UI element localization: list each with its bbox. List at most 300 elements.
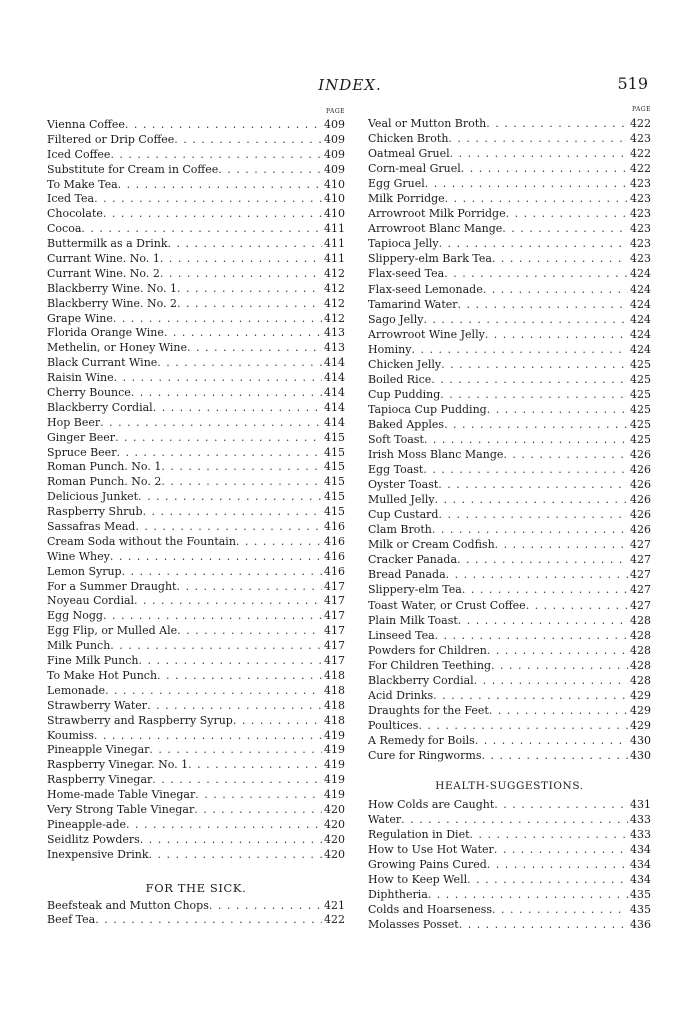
entry-page-number: 428 (630, 643, 651, 657)
dot-leader (177, 282, 322, 297)
running-header-title: INDEX. (318, 76, 382, 94)
dot-leader (502, 221, 628, 236)
index-column-left (47, 106, 345, 928)
entry-title: To Make Hot Punch (47, 668, 158, 682)
index-entry (368, 582, 651, 597)
entry-page-number: 428 (630, 673, 651, 687)
index-entry (368, 797, 651, 812)
entry-page-number: 424 (630, 282, 651, 296)
index-entry (368, 387, 651, 402)
entry-page-number: 425 (630, 372, 651, 386)
entry-page-number: 435 (630, 888, 651, 902)
entry-title: Oyster Toast (368, 478, 439, 492)
dot-leader (135, 520, 322, 535)
dot-leader (418, 718, 628, 733)
entry-page-number: 423 (630, 222, 651, 236)
entry-title: Colds and Hoarseness (368, 903, 492, 917)
index-entry (368, 567, 651, 582)
entry-page-number: 434 (630, 873, 651, 887)
dot-leader (149, 743, 322, 758)
index-entry (368, 116, 651, 131)
index-entry (368, 537, 651, 552)
entry-title: Methelin, or Honey Wine (47, 341, 188, 355)
index-entry (47, 714, 345, 729)
entry-title: Substitute for Cream in Coffee (47, 162, 219, 176)
dot-leader (233, 714, 322, 729)
entry-page-number: 414 (324, 371, 345, 385)
entry-title: Tapioca Cup Pudding (368, 402, 487, 416)
entry-page-number: 424 (630, 312, 651, 326)
entry-title: Slippery-elm Bark Tea (368, 252, 492, 266)
entry-title: How to Use Hot Water (368, 843, 494, 857)
index-entry (47, 788, 345, 803)
index-entry (47, 178, 345, 193)
entry-page-number: 427 (630, 538, 651, 552)
entry-title: Raspberry Shrub (47, 505, 143, 519)
entry-title: Delicious Junket (47, 490, 139, 504)
dot-leader (445, 191, 628, 206)
entry-title: Cup Pudding (368, 387, 441, 401)
entry-page-number: 419 (324, 773, 345, 787)
dot-leader (164, 326, 322, 341)
index-entry (47, 386, 345, 401)
entry-title: Soft Toast (368, 432, 424, 446)
entry-title: Growing Pains Cured (368, 858, 487, 872)
entry-title: Lemonade (47, 683, 106, 697)
dot-leader (105, 684, 322, 699)
entry-page-number: 409 (324, 118, 345, 131)
dot-leader (147, 699, 322, 714)
entry-title: Cream Soda without the Fountain (47, 534, 236, 548)
index-entry (368, 297, 651, 312)
entry-page-number: 423 (630, 207, 651, 221)
entry-page-number: 429 (630, 703, 651, 717)
entry-title: Cracker Panada (368, 553, 458, 567)
entry-page-number: 409 (324, 162, 345, 176)
entry-title: Lemon Syrup (47, 564, 122, 578)
index-entry (47, 743, 345, 758)
entry-page-number: 418 (324, 668, 345, 682)
entry-title: Cure for Ringworms (368, 748, 482, 762)
index-entry (47, 758, 345, 773)
entry-page-number: 410 (324, 192, 345, 206)
entry-page-number: 420 (324, 847, 345, 861)
entry-page-number: 416 (324, 549, 345, 563)
dot-leader (483, 282, 628, 297)
entry-page-number: 436 (630, 918, 651, 932)
dot-leader (188, 758, 322, 773)
dot-leader (495, 537, 628, 552)
entry-page-number: 412 (324, 311, 345, 325)
entry-title: Irish Moss Blanc Mange (368, 448, 504, 462)
dot-leader (485, 327, 628, 342)
index-entry (47, 356, 345, 371)
index-entry (368, 477, 651, 492)
index-entry (368, 673, 651, 688)
dot-leader (140, 833, 322, 848)
entry-page-number: 412 (324, 281, 345, 295)
dot-leader (209, 899, 322, 914)
index-entry (47, 341, 345, 356)
index-entry (368, 887, 651, 902)
entry-title: Buttermilk as a Drink (47, 237, 168, 251)
dot-leader (103, 207, 322, 222)
dot-leader (160, 252, 322, 267)
entry-title: How Colds are Caught (368, 798, 495, 812)
entry-title: Diphtheria (368, 888, 428, 902)
dot-leader (459, 917, 628, 932)
index-entry (368, 613, 651, 628)
dot-leader (236, 535, 322, 550)
entry-title: Draughts for the Feet (368, 703, 489, 717)
index-entry (47, 416, 345, 431)
entry-page-number: 414 (324, 356, 345, 370)
dot-leader (424, 432, 628, 447)
index-entry (47, 475, 345, 490)
dot-leader (94, 192, 322, 207)
dot-leader (439, 236, 628, 251)
entry-page-number: 424 (630, 297, 651, 311)
index-entry (368, 827, 651, 842)
dot-leader (438, 507, 628, 522)
dot-leader (113, 312, 322, 327)
entry-page-number: 423 (630, 192, 651, 206)
dot-leader (428, 887, 628, 902)
index-entry (368, 447, 651, 462)
dot-leader (457, 552, 628, 567)
index-entry (47, 490, 345, 505)
entry-title: Florida Orange Wine (47, 326, 164, 340)
entry-title: Blackberry Wine. No. 2 (47, 296, 178, 310)
entry-page-number: 430 (630, 748, 651, 762)
entry-title: Iced Coffee (47, 147, 111, 161)
index-entry (368, 221, 651, 236)
index-entry (368, 748, 651, 763)
dot-leader (95, 913, 322, 928)
entry-page-number: 414 (324, 415, 345, 429)
index-column-right (368, 104, 651, 932)
index-entry (368, 688, 651, 703)
index-entry (47, 684, 345, 699)
section-heading-health-suggestions: HEALTH-SUGGESTIONS. (435, 780, 584, 793)
entry-page-number: 431 (630, 798, 651, 812)
entry-list (47, 899, 345, 929)
entry-title: Arrowroot Wine Jelly (368, 327, 485, 341)
dot-leader (440, 387, 628, 402)
index-entry (47, 118, 345, 133)
entry-page-number: 427 (630, 553, 651, 567)
entry-title: Beefsteak and Mutton Chops (47, 898, 209, 912)
dot-leader (487, 643, 628, 658)
dot-leader (423, 462, 628, 477)
dot-leader (444, 266, 628, 281)
index-entry (368, 718, 651, 733)
entry-title: Cocoa (47, 222, 82, 236)
entry-page-number: 424 (630, 342, 651, 356)
entry-title: Raspberry Vinegar. No. 1 (47, 758, 189, 772)
index-entry (368, 842, 651, 857)
entry-page-number: 414 (324, 400, 345, 414)
entry-title: Poultices (368, 718, 419, 732)
entry-title: Egg Flip, or Mulled Ale (47, 624, 178, 638)
dot-leader (444, 417, 628, 432)
entry-list (368, 797, 651, 932)
index-entry (368, 703, 651, 718)
dot-leader (461, 161, 628, 176)
entry-page-number: 423 (630, 252, 651, 266)
dot-leader (446, 567, 628, 582)
entry-title: Water (368, 813, 402, 827)
index-entry (368, 131, 651, 146)
index-entry (47, 371, 345, 386)
entry-page-number: 411 (324, 222, 345, 236)
entry-page-number: 423 (630, 237, 651, 251)
entry-title: Toast Water, or Crust Coffee (368, 598, 526, 612)
entry-page-number: 412 (324, 266, 345, 280)
entry-title: Raisin Wine (47, 371, 114, 385)
entry-title: Corn-meal Gruel (368, 162, 461, 176)
index-entry (47, 446, 345, 461)
index-entry (47, 505, 345, 520)
entry-page-number: 427 (630, 583, 651, 597)
index-entry (368, 598, 651, 613)
entry-page-number: 416 (324, 520, 345, 534)
dot-leader (494, 842, 628, 857)
entry-title: For Children Teething (368, 658, 491, 672)
index-entry (368, 872, 651, 887)
dot-leader (487, 402, 628, 417)
dot-leader (431, 372, 628, 387)
index-entry (47, 580, 345, 595)
entry-page-number: 415 (324, 460, 345, 474)
dot-leader (81, 222, 322, 237)
entry-page-number: 417 (324, 639, 345, 653)
entry-list (368, 116, 651, 763)
entry-title: Milk Porridge (368, 192, 445, 206)
entry-title: Slippery-elm Tea (368, 583, 462, 597)
entry-page-number: 420 (324, 817, 345, 831)
entry-page-number: 411 (324, 252, 345, 265)
dot-leader (487, 857, 628, 872)
entry-page-number: 411 (324, 237, 345, 251)
index-entry (47, 297, 345, 312)
index-entry (47, 848, 345, 863)
index-entry (368, 146, 651, 161)
entry-title: Milk or Cream Codfish (368, 538, 495, 552)
entry-page-number: 421 (324, 898, 345, 912)
dot-leader (100, 416, 322, 431)
index-entry (368, 402, 651, 417)
index-entry (47, 252, 345, 267)
entry-page-number: 410 (324, 207, 345, 221)
page-column-label: PAGE (326, 108, 345, 115)
index-entry (368, 251, 651, 266)
entry-title: Baked Apples (368, 417, 445, 431)
index-entry (368, 902, 651, 917)
index-entry (47, 535, 345, 550)
entry-page-number: 428 (630, 658, 651, 672)
entry-title: A Remedy for Boils (368, 733, 475, 747)
index-entry (47, 133, 345, 148)
entry-title: Acid Drinks (368, 688, 434, 702)
entry-title: Sago Jelly (368, 312, 424, 326)
index-entry (368, 206, 651, 221)
dot-leader (194, 803, 322, 818)
entry-title: Tamarind Water (368, 297, 458, 311)
entry-page-number: 413 (324, 341, 345, 355)
dot-leader (441, 357, 628, 372)
index-entry (47, 282, 345, 297)
entry-page-number: 415 (324, 505, 345, 519)
entry-page-number: 420 (324, 832, 345, 846)
entry-title: Strawberry and Raspberry Syrup (47, 713, 233, 727)
dot-leader (110, 148, 322, 163)
dot-leader (153, 401, 322, 416)
dot-leader (467, 872, 628, 887)
dot-leader (157, 356, 322, 371)
entry-title: Noyeau Cordial (47, 594, 135, 608)
entry-page-number: 424 (630, 267, 651, 281)
dot-leader (492, 251, 628, 266)
dot-leader (139, 654, 322, 669)
entry-title: Spruce Beer (47, 445, 117, 459)
entry-page-number: 415 (324, 475, 345, 489)
entry-page-number: 433 (630, 828, 651, 842)
entry-title: Tapioca Jelly (368, 237, 439, 251)
index-entry (47, 267, 345, 282)
entry-page-number: 426 (630, 478, 651, 492)
index-entry (47, 565, 345, 580)
entry-title: Grape Wine (47, 311, 113, 325)
entry-title: To Make Tea (47, 177, 118, 191)
dot-leader (143, 505, 322, 520)
entry-page-number: 417 (324, 579, 345, 593)
dot-leader (126, 818, 322, 833)
index-entry (368, 342, 651, 357)
dot-leader (125, 118, 322, 133)
dot-leader (168, 237, 322, 252)
entry-title: Inexpensive Drink (47, 847, 149, 861)
entry-page-number: 419 (324, 788, 345, 802)
index-entry (47, 163, 345, 178)
entry-page-number: 425 (630, 417, 651, 431)
dot-leader (432, 522, 628, 537)
entry-title: Flax-seed Lemonade (368, 282, 483, 296)
entry-page-number: 409 (324, 132, 345, 146)
entry-title: Hop Beer (47, 415, 101, 429)
dot-leader (506, 206, 628, 221)
index-entry (47, 729, 345, 744)
dot-leader (435, 628, 628, 643)
dot-leader (103, 609, 322, 624)
entry-title: How to Keep Well (368, 873, 468, 887)
dot-leader (118, 178, 322, 193)
dot-leader (218, 163, 322, 178)
dot-leader (177, 297, 322, 312)
index-entry (47, 460, 345, 475)
entry-title: Clam Broth (368, 523, 432, 537)
dot-leader (94, 729, 322, 744)
index-entry (368, 507, 651, 522)
entry-title: Seidlitz Powders (47, 832, 140, 846)
dot-leader (492, 902, 628, 917)
entry-title: For a Summer Draught (47, 579, 177, 593)
entry-title: Powders for Children (368, 643, 487, 657)
index-entry (368, 357, 651, 372)
dot-leader (177, 624, 322, 639)
entry-page-number: 428 (630, 628, 651, 642)
index-entry (47, 326, 345, 341)
index-entry (368, 312, 651, 327)
index-entry (368, 327, 651, 342)
dot-leader (474, 673, 628, 688)
entry-title: Arrowroot Blanc Mange (368, 222, 503, 236)
index-entry (47, 624, 345, 639)
index-entry (368, 492, 651, 507)
section-heading-for-the-sick: FOR THE SICK. (145, 880, 247, 895)
dot-leader (458, 613, 628, 628)
entry-page-number: 419 (324, 758, 345, 772)
dot-leader (423, 312, 628, 327)
index-entry (47, 192, 345, 207)
entry-page-number: 415 (324, 445, 345, 459)
index-entry (368, 372, 651, 387)
entry-title: Koumiss (47, 728, 94, 742)
entry-title: Chocolate (47, 207, 103, 221)
dot-leader (503, 447, 628, 462)
entry-page-number: 417 (324, 624, 345, 638)
entry-title: Arrowroot Milk Porridge (368, 207, 506, 221)
entry-title: Roman Punch. No. 1 (47, 460, 162, 474)
dot-leader (176, 580, 322, 595)
index-entry (47, 550, 345, 565)
entry-title: Plain Milk Toast (368, 613, 458, 627)
entry-page-number: 427 (630, 598, 651, 612)
dot-leader (482, 748, 628, 763)
index-entry (47, 654, 345, 669)
entry-page-number: 425 (630, 432, 651, 446)
entry-page-number: 418 (324, 713, 345, 727)
entry-page-number: 422 (324, 913, 345, 927)
index-entry (368, 733, 651, 748)
index-entry (47, 609, 345, 624)
dot-leader (526, 598, 628, 613)
index-entry (47, 431, 345, 446)
index-entry (47, 913, 345, 928)
entry-page-number: 420 (324, 802, 345, 816)
entry-title: Roman Punch. No. 2 (47, 475, 162, 489)
entry-title: Milk Punch (47, 639, 111, 653)
entry-page-number: 425 (630, 387, 651, 401)
dot-leader (149, 848, 322, 863)
entry-page-number: 417 (324, 609, 345, 623)
index-entry (368, 917, 651, 932)
entry-page-number: 426 (630, 493, 651, 507)
index-entry (47, 818, 345, 833)
index-entry (368, 191, 651, 206)
index-entry (368, 857, 651, 872)
index-entry (47, 595, 345, 610)
entry-title: Bread Panada (368, 568, 446, 582)
dot-leader (462, 582, 628, 597)
dot-leader (433, 688, 628, 703)
entry-title: Egg Gruel (368, 177, 425, 191)
entry-title: Ginger Beer (47, 430, 116, 444)
entry-page-number: 418 (324, 683, 345, 697)
entry-page-number: 426 (630, 448, 651, 462)
entry-title: Egg Nogg (47, 609, 103, 623)
dot-leader (161, 460, 322, 475)
